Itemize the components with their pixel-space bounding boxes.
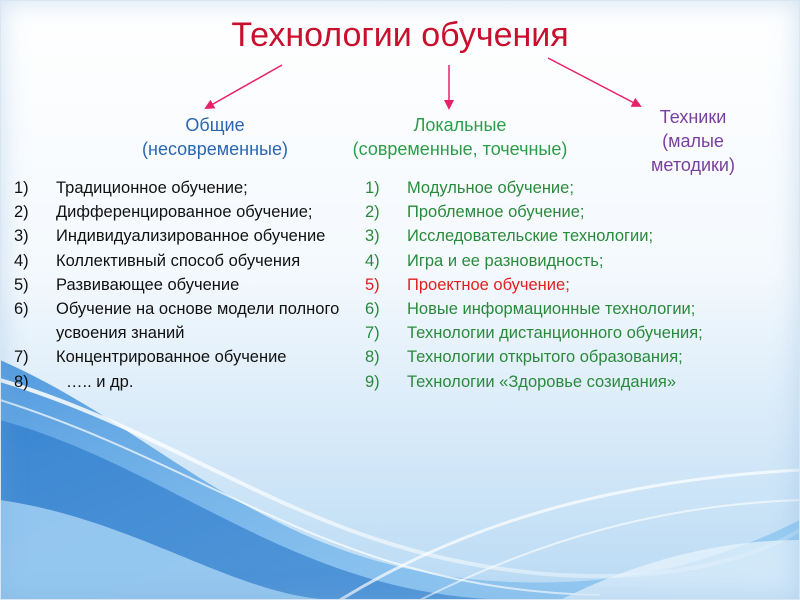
list-item-number: 4) — [365, 251, 380, 270]
list-item-text: Технологии дистанционного обучения; — [407, 324, 703, 343]
list-item-text: Исследовательские технологии; — [407, 227, 654, 246]
category-general-line2: (несовременные) — [142, 139, 288, 159]
list-item-highlighted — [365, 273, 725, 297]
list-item-number: 2) — [365, 203, 380, 222]
list-item-text: Проектное обучение; — [407, 275, 570, 294]
list-item — [14, 273, 374, 297]
category-general-line1: Общие — [185, 115, 245, 135]
list-item-number: 5) — [365, 275, 380, 294]
category-techniques — [618, 105, 768, 177]
general-technologies-list — [14, 176, 374, 394]
category-techniques-line1: Техники — [659, 107, 727, 127]
list-item-number: 3) — [365, 227, 380, 246]
list-item — [14, 370, 374, 394]
list-item-number: 4) — [14, 251, 29, 270]
list-item-number: 7) — [14, 348, 29, 367]
category-general — [110, 113, 320, 161]
list-item-number: 7) — [365, 324, 380, 343]
list-item — [365, 321, 727, 345]
list-item-number: 5) — [14, 275, 29, 294]
list-item — [365, 200, 725, 224]
list-item-text: Обучение на основе модели полного усвоения знаний — [56, 300, 340, 343]
list-item-number: 8) — [365, 348, 380, 367]
list-item-text: Модульное обучение; — [407, 179, 574, 197]
list-item-number: 3) — [14, 227, 29, 246]
list-item-text: Дифференцированное обучение; — [56, 203, 313, 222]
list-item — [14, 176, 374, 200]
list-item-text: Игра и ее разновидность; — [407, 251, 604, 270]
list-item-text: Проблемное обучение; — [407, 203, 585, 222]
local-technologies-list — [365, 176, 725, 394]
list-item — [365, 224, 725, 248]
slide-title: Технологии обучения — [231, 16, 569, 54]
list-item — [14, 200, 374, 224]
category-local-line2: (современные, точечные) — [352, 139, 568, 159]
list-item-number: 8) — [14, 372, 29, 391]
list-item — [365, 297, 697, 321]
list-item — [365, 176, 725, 200]
list-item — [14, 224, 326, 248]
list-item-text: Новые информационные технологии; — [407, 300, 696, 319]
list-item-number: 6) — [365, 300, 380, 319]
category-local-line1: Локальные — [413, 115, 507, 135]
category-techniques-line2: (малые — [662, 131, 724, 151]
list-item — [14, 249, 374, 273]
list-item-number: 2) — [14, 203, 29, 222]
arrow-to-general — [206, 65, 282, 108]
list-item-text: Концентрированное обучение — [56, 348, 287, 367]
list-item-text: Индивидуализированное обучение — [56, 227, 326, 246]
list-item-text: Технологии «Здоровье созидания» — [407, 372, 677, 391]
list-item-number: 1) — [365, 179, 380, 197]
list-item-number: 1) — [14, 179, 29, 197]
list-item-text: Развивающее обучение — [56, 275, 240, 294]
list-item — [14, 345, 374, 369]
list-item-text: Традиционное обучение; — [56, 179, 248, 197]
list-item-text: Коллективный способ обучения — [56, 251, 301, 270]
list-item — [14, 297, 346, 345]
arrow-to-techniques — [548, 58, 640, 106]
category-techniques-line3: методики) — [651, 155, 735, 175]
list-item-number: 9) — [365, 372, 380, 391]
list-item — [365, 345, 697, 369]
list-item-number: 6) — [14, 300, 29, 319]
category-local — [320, 113, 600, 161]
list-item — [365, 370, 697, 394]
list-item-text: ….. и др. — [66, 372, 134, 391]
list-item-text: Технологии открытого образования; — [407, 348, 683, 367]
list-item — [365, 249, 725, 273]
